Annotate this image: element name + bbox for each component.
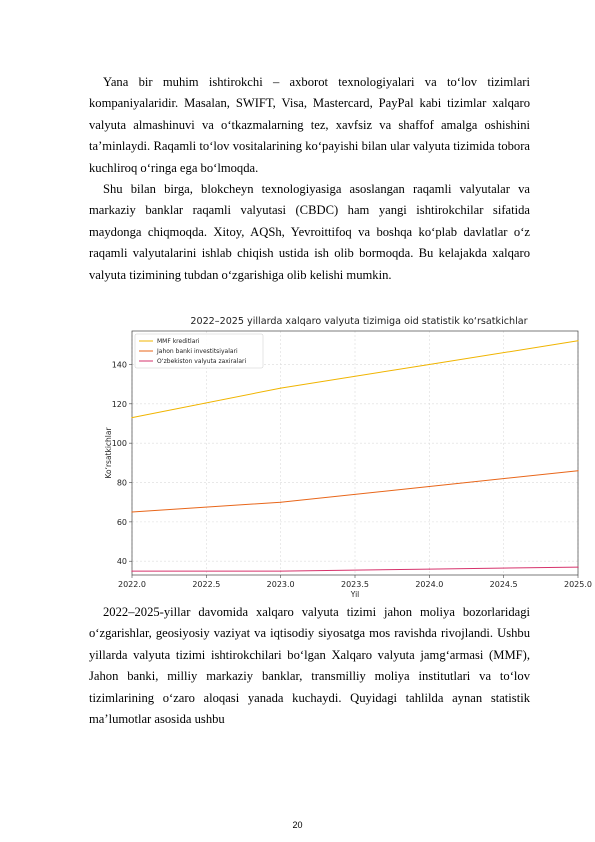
x-tick-label: 2023.0	[266, 580, 295, 589]
chart-title: 2022–2025 yillarda xalqaro valyuta tizimiga oid statistik ko‘rsatkichlar	[190, 316, 528, 327]
series-1-point	[429, 364, 430, 365]
paragraph-payment-systems: Yana bir muhim ishtirokchi – axborot texnologiyalari va to‘lov tizimlari kompaniyalaridir. Masalan, SWIFT, Visa, Mastercard, PayPal kabi tizimlar xalqaro valyuta almashinuvi va o‘tkazmalarning tez, xavfsiz va shaffof amalga oshishini ta’minlaydi. Raqamli to‘lov vositalarining ko‘payishi bilan ular valyuta tizimida tobora kuchliroq o‘ringa ega bo‘lmoqda.	[89, 75, 530, 175]
series-3-point	[429, 568, 430, 569]
series-1-point	[131, 417, 132, 418]
y-tick-label: 120	[111, 399, 127, 409]
y-tick-label: 60	[116, 517, 127, 527]
y-tick-label: 100	[111, 439, 127, 449]
y-tick-label: 140	[111, 360, 127, 370]
series-1-point	[280, 387, 281, 388]
x-tick-label: 2024.5	[489, 580, 518, 589]
y-axis-label: Ko‘rsatkichlar	[104, 427, 113, 479]
series-2-point	[577, 470, 578, 471]
series-2-point	[131, 511, 132, 512]
legend-entry: Jahon banki investitsiyalari	[157, 348, 238, 355]
x-tick-label: 2022.0	[118, 580, 146, 589]
x-tick-label: 2023.5	[341, 580, 369, 589]
paragraph-currency-system-analysis: 2022–2025-yillar davomida xalqaro valyuta tizimi jahon moliya bozorlaridagi o‘zgarishlar, geosiyosiy vaziyat va iqtisodiy siyosatga mos ravishda rivojlandi. Ushbu yillarda valyuta tizimi ishtirokchilari bo‘lgan Xalqaro valyuta jamg‘armasi (MMF), Jahon banki, milliy markaziy banklar, transmilliy moliya institutlari va to‘lov tizimlarining o‘zaro aloqasi yanada kuchaydi. Quyidagi tahlilda aynan statistik ma’lumotlar asosida ushbu	[89, 605, 530, 727]
series-1-point	[577, 340, 578, 341]
series-3-point	[131, 570, 132, 571]
x-axis-label: Yil	[350, 590, 360, 599]
line-chart	[100, 312, 592, 599]
page-number: 20	[292, 820, 303, 830]
y-tick-label: 80	[116, 478, 127, 488]
y-tick-label: 40	[116, 557, 127, 567]
x-tick-label: 2024.0	[415, 580, 444, 589]
x-tick-label: 2025.0	[564, 580, 592, 589]
series-3-point	[280, 570, 281, 571]
series-2-point	[429, 486, 430, 487]
legend-entry: O‘zbekiston valyuta zaxiralari	[157, 358, 247, 365]
legend-entry: MMF kreditlari	[157, 338, 200, 345]
paragraph-digital-currencies: Shu bilan birga, blokcheyn texnologiyasiga asoslangan raqamli valyutalar va markaziy banklar raqamli valyutasi (CBDC) ham yangi ishtirokchilar sifatida maydonga chiqmoqda. Xitoy, AQSh, Yevroittifoq va boshqa ko‘plab davlatlar o‘z raqamli valyutalarini ishlab chiqish ustida ish olib bormoqda. Bu kelajakda xalqaro valyuta tizimining tubdan o‘zgarishiga olib kelishi mumkin.	[89, 182, 530, 282]
line-chart-figure	[100, 312, 592, 599]
x-tick-label: 2022.5	[192, 580, 221, 589]
series-3-point	[577, 567, 578, 568]
series-2-point	[280, 502, 281, 503]
